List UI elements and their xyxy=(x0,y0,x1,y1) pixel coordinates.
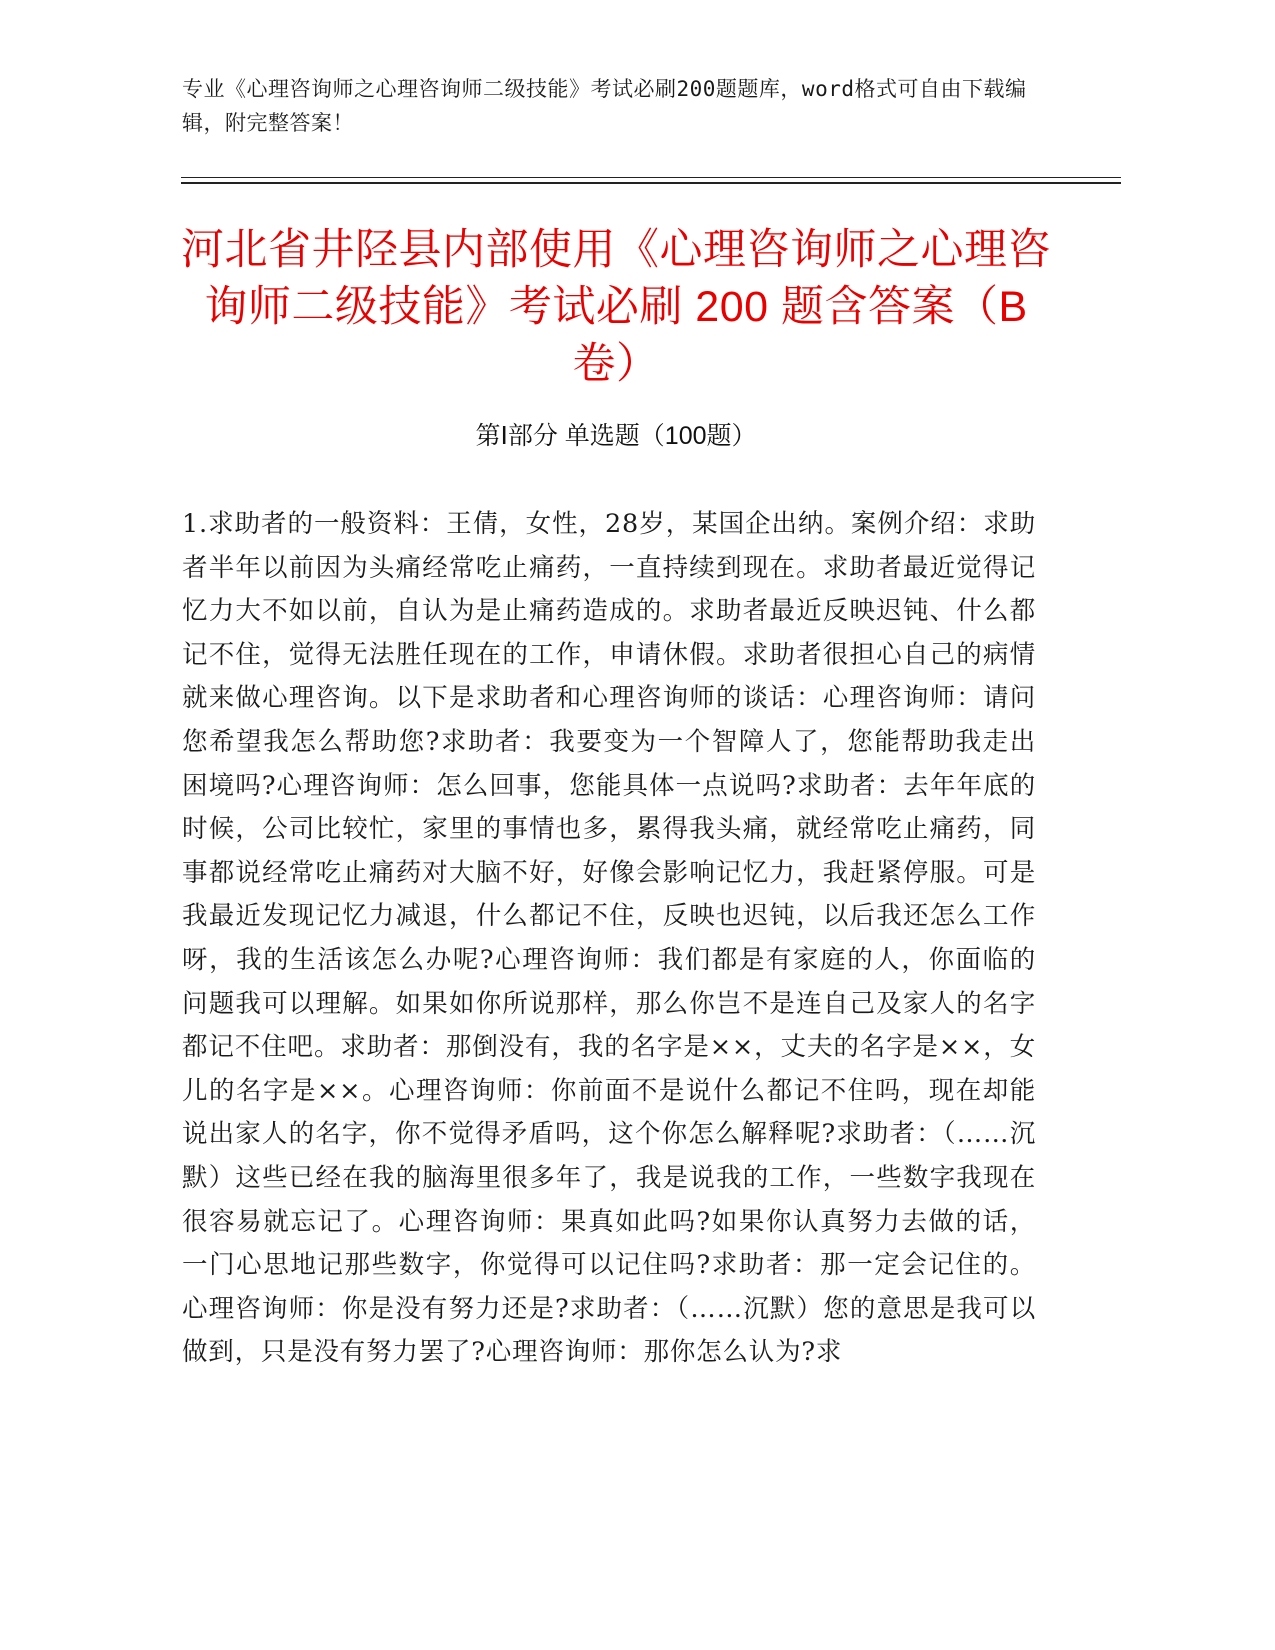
question-text: 1.求助者的一般资料：王倩，女性，28岁，某国企出纳。案例介绍：求助者半年以前因为头痛经常吃止痛药，一直持续到现在。求助者最近觉得记忆力大不如以前，自认为是止痛药造成的。求助者最近反映迟钝、什么都记不住，觉得无法胜任现在的工作，申请休假。求助者很担心自己的病情就来做心理咨询。以下是求助者和心理咨询师的谈话：心理咨询师：请问您希望我怎么帮助您?求助者：我要变为一个智障人了，您能帮助我走出困境吗?心理咨询师：怎么回事，您能具体一点说吗?求助者：去年年底的时候，公司比较忙，家里的事情也多，累得我头痛，就经常吃止痛药，同事都说经常吃止痛药对大脑不好，好像会影响记忆力，我赶紧停服。可是我最近发现记忆力减退，什么都记不住，反映也迟钝，以后我还怎么工作呀，我的生活该怎么办呢?心理咨询师：我们都是有家庭的人，你面临的问题我可以理解。如果如你所说那样，那么你岂不是连自己及家人的名字都记不住吧。求助者：那倒没有，我的名字是××，丈夫的名字是××，女儿的名字是××。心理咨询师：你前面不是说什么都记不住吗，现在却能说出家人的名字，你不觉得矛盾吗，这个你怎么解释呢?求助者：（……沉默）这些已经在我的脑海里很多年了，我是说我的工作，一些数字我现在很容易就忘记了。心理咨询师：果真如此吗?如果你认真努力去做的话，一门心思地记那些数字，你觉得可以记住吗?求助者：那一定会记住的。心理咨询师：你是没有努力还是?求助者：（……沉默）您的意思是我可以做到，只是没有努力罢了?心理咨询师：那你怎么认为?求 xyxy=(182,509,1036,1368)
header-divider-bottom xyxy=(181,182,1121,184)
header-note: 专业《心理咨询师之心理咨询师二级技能》考试必刷200题题库，word格式可自由下载编辑，附完整答案！ xyxy=(182,77,1027,135)
document-title: 河北省井陉县内部使用《心理咨询师之心理咨询师二级技能》考试必刷 200 题含答案（B 卷） xyxy=(181,226,1051,388)
section-title: 第Ⅰ部分 单选题（100题） xyxy=(475,422,757,450)
header-divider-top xyxy=(181,177,1121,178)
